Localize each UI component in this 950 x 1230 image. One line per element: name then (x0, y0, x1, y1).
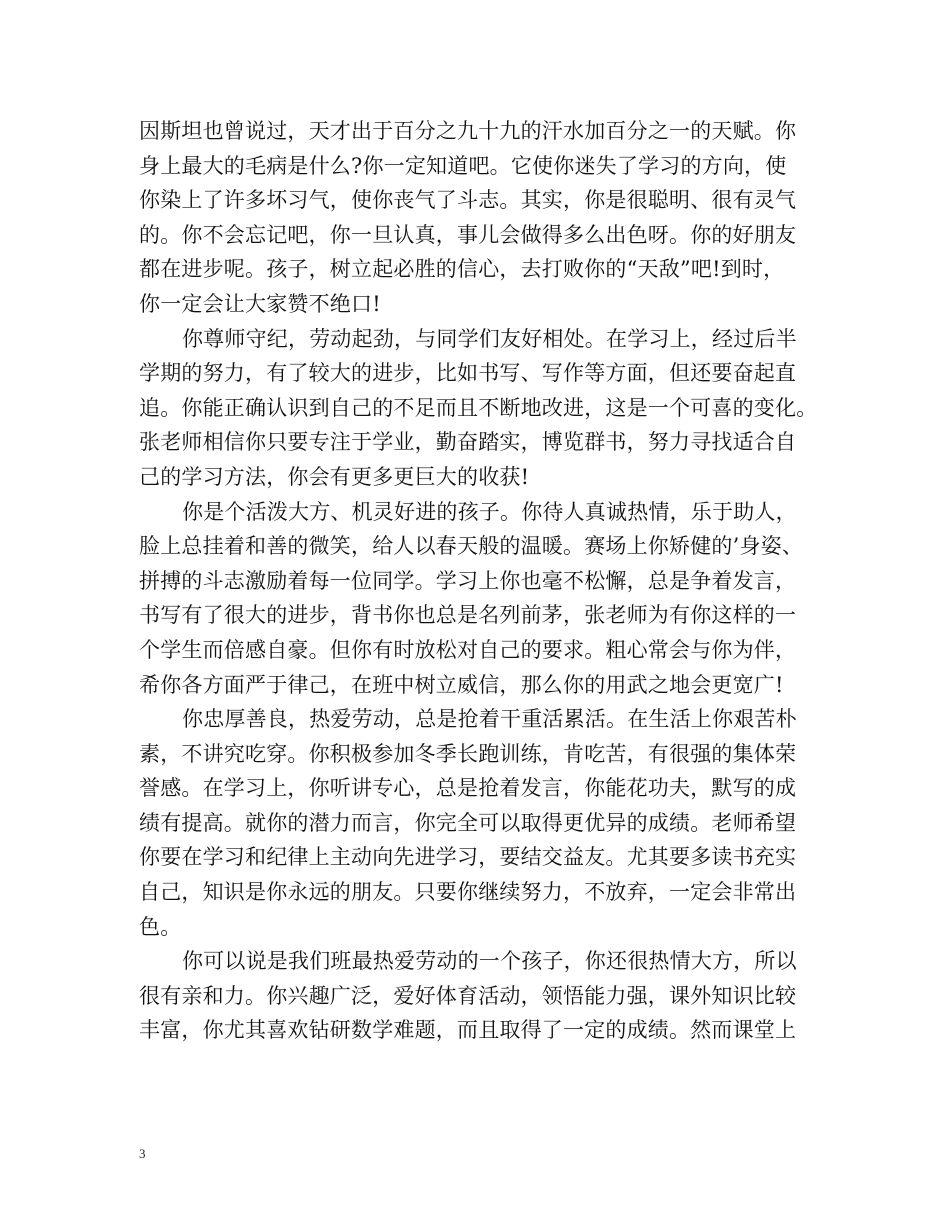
text-line: 身上最大的毛病是什么?你一定知道吧。它使你迷失了学习的方向，使 (139, 153, 787, 178)
paragraph-1 (139, 114, 829, 322)
text-line: 都在进步呢。孩子，树立起必胜的信心，去打败你的“天敌”吧!到时， (139, 257, 785, 282)
text-line: 你染上了许多坏习气，使你丧气了斗志。其实，你是很聪明、很有灵气 (139, 188, 797, 213)
paragraph-2 (139, 322, 829, 495)
text-line: 个学生而倍感自豪。但你有时放松对自己的要求。粗心常会与你为伴， (139, 637, 797, 662)
text-line: 拼搏的斗志激励着每一位同学。学习上你也毫不松懈，总是争着发言， (139, 568, 797, 593)
text-line: 誉感。在学习上，你听讲专心，总是抢着发言，你能花功夫，默写的成 (139, 776, 797, 801)
text-line: 希你各方面严于律己，在班中树立威信，那么你的用武之地会更宽广! (139, 672, 784, 697)
text-line: 张老师相信你只要专注于学业，勤奋踏实，博览群书，努力寻找适合自 (139, 430, 797, 455)
text-line: 学期的努力，有了较大的进步，比如书写、写作等方面，但还要奋起直 (139, 361, 797, 386)
text-line: 书写有了很大的进步，背书你也总是名列前茅，张老师为有你这样的一 (139, 603, 797, 628)
text-line: 你要在学习和纪律上主动向先进学习，要结交益友。尤其要多读书充实 (139, 845, 797, 870)
text-line: 你忠厚善良，热爱劳动，总是抢着干重活累活。在生活上你艰苦朴 (182, 707, 797, 732)
text-line: 的。你不会忘记吧，你一旦认真，事儿会做得多么出色呀。你的好朋友 (139, 222, 797, 247)
text-line: 追。你能正确认识到自己的不足而且不断地改进，这是一个可喜的变化。 (139, 395, 818, 420)
text-line: 绩有提高。就你的潜力而言，你完全可以取得更优异的成绩。老师希望 (139, 810, 797, 835)
text-line: 色。 (139, 914, 182, 939)
text-line: 脸上总挂着和善的微笑，给人以春天般的温暖。赛场上你矫健的’身姿、 (139, 534, 804, 559)
text-line: 因斯坦也曾说过，天才出于百分之九十九的汗水加百分之一的天赋。你 (139, 119, 797, 143)
text-line: 你尊师守纪，劳动起劲，与同学们友好相处。在学习上，经过后半 (182, 326, 797, 351)
text-line: 你一定会让大家赞不绝口! (139, 291, 381, 316)
page-number: 3 (139, 1146, 146, 1161)
document-body (139, 114, 829, 1048)
text-line: 自己，知识是你永远的朋友。只要你继续努力，不放弃，一定会非常出 (139, 880, 797, 905)
text-line: 丰富，你尤其喜欢钻研数学难题，而且取得了一定的成绩。然而课堂上 (139, 1018, 797, 1043)
paragraph-5 (139, 944, 829, 1048)
paragraph-4 (139, 702, 829, 944)
text-line: 素，不讲究吃穿。你积极参加冬季长跑训练，肯吃苦，有很强的集体荣 (139, 741, 797, 766)
text-line: 己的学习方法，你会有更多更巨大的收获! (139, 464, 530, 489)
text-line: 你是个活泼大方、机灵好进的孩子。你待人真诚热情，乐于助人， (182, 499, 797, 524)
paragraph-3 (139, 495, 829, 703)
text-line: 你可以说是我们班最热爱劳动的一个孩子，你还很热情大方，所以 (182, 949, 797, 974)
text-line: 很有亲和力。你兴趣广泛，爱好体育活动，领悟能力强，课外知识比较 (139, 983, 797, 1008)
